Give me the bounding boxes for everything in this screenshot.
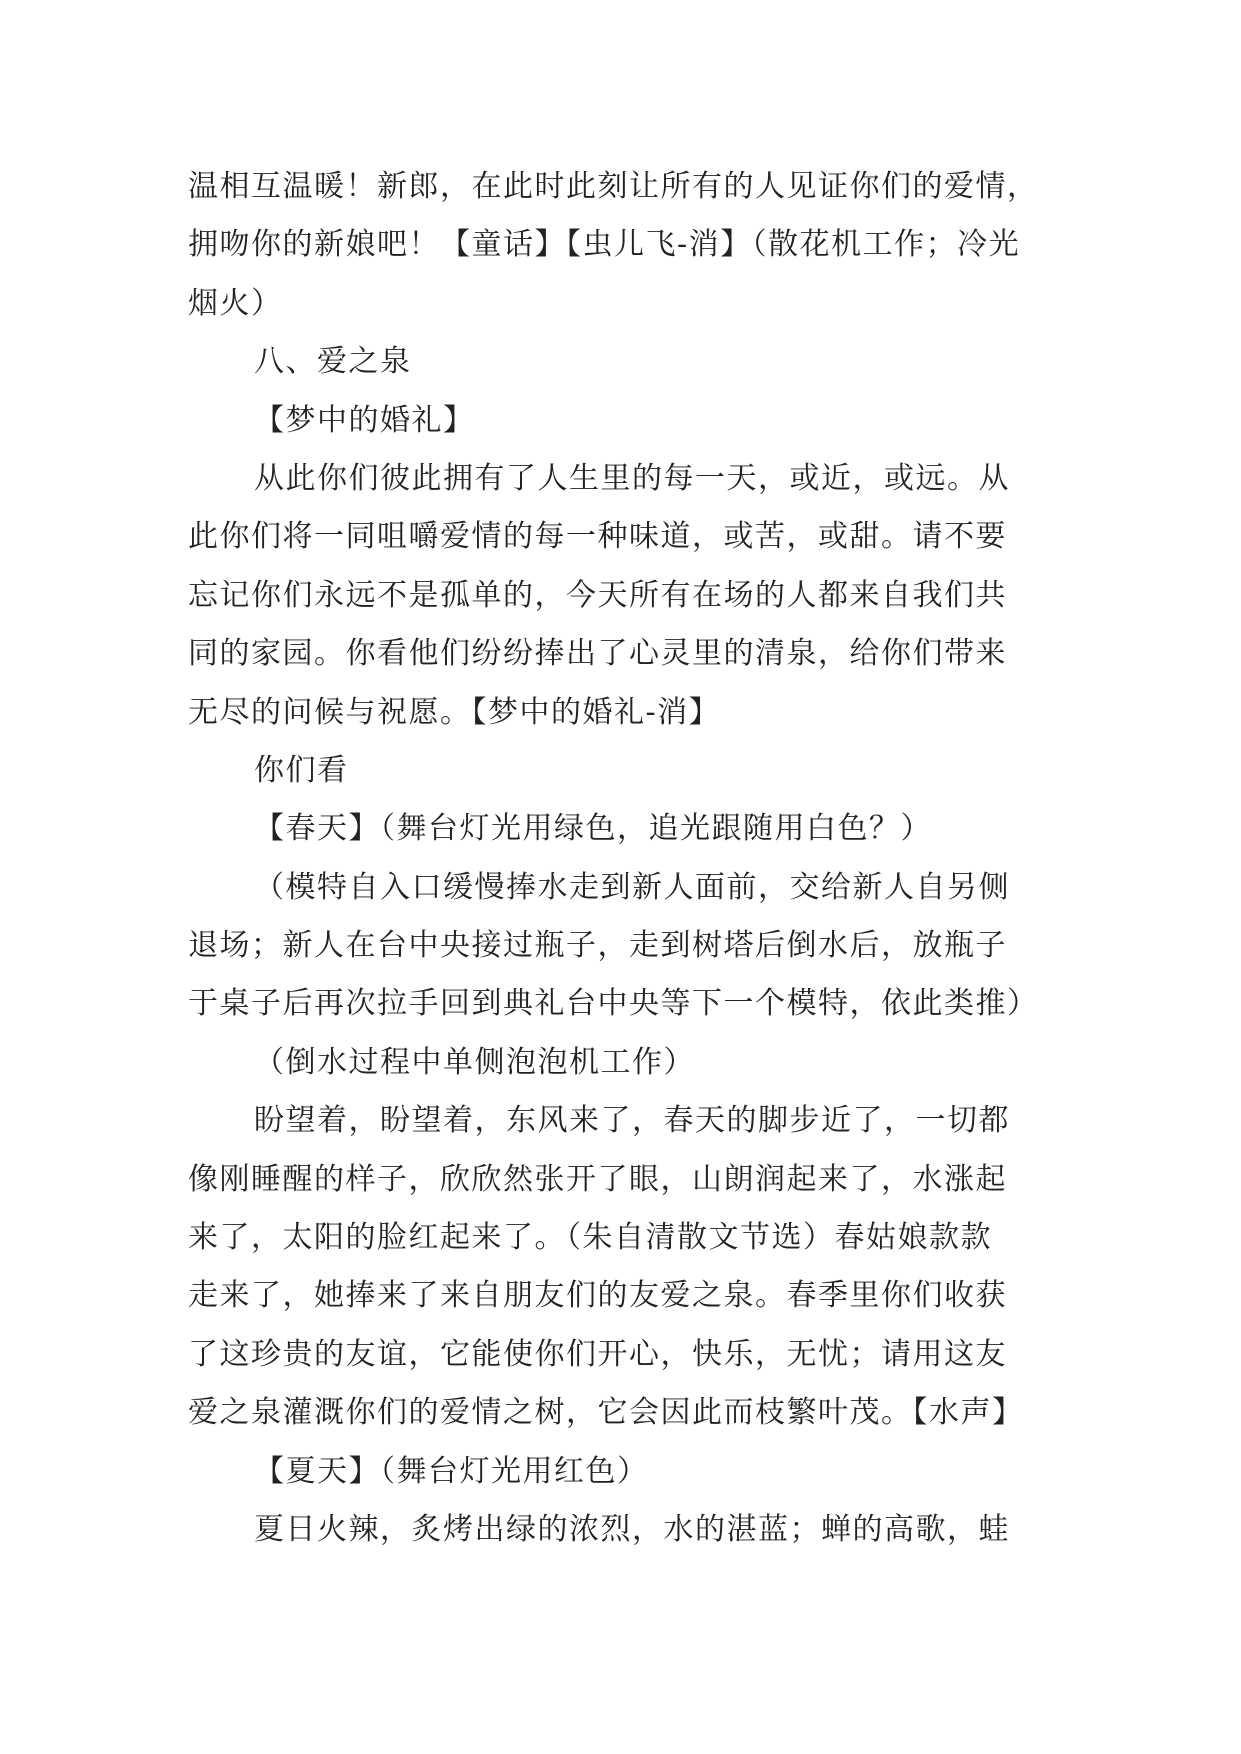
season-cue-summer: 【夏天】（舞台灯光用红色） [254,1453,649,1489]
text-line: 烟火） [188,285,283,321]
document-body [188,158,1088,1559]
text-line: 此你们将一同咀嚼爱情的每一种味道，或苦，或甜。请不要 [188,519,1007,555]
text-line: 像刚睡醒的样子，欣欣然张开了眼，山朗润起来了，水涨起 [188,1161,1007,1197]
stage-direction: （倒水过程中单侧泡泡机工作） [254,1044,695,1080]
stage-direction: 于桌子后再次拉手回到典礼台中央等下一个模特，依此类推） [188,986,1039,1022]
text-line: 拥吻你的新娘吧！【童话】【虫儿飞-消】（散花机工作；冷光 [188,227,1021,263]
text-line: 从此你们彼此拥有了人生里的每一天，或近，或远。从 [254,460,1010,496]
text-line: 你们看 [254,752,349,788]
stage-direction: 退场；新人在台中央接过瓶子，走到树塔后倒水后，放瓶子 [188,928,1007,964]
text-line: 盼望着，盼望着，东风来了，春天的脚步近了，一切都 [254,1103,1010,1139]
stage-direction: （模特自入口缓慢捧水走到新人面前，交给新人自另侧 [254,869,1010,905]
text-line: 了这珍贵的友谊，它能使你们开心，快乐，无忧；请用这友 [188,1336,1007,1372]
text-line: 走来了，她捧来了来自朋友们的友爱之泉。春季里你们收获 [188,1278,1007,1314]
text-line: 夏日火辣，炙烤出绿的浓烈，水的湛蓝；蝉的高歌，蛙 [254,1511,1010,1547]
season-cue-spring: 【春天】（舞台灯光用绿色，追光跟随用白色？） [254,811,932,847]
text-line: 来了，太阳的脸红起来了。（朱自清散文节选）春姑娘款款 [188,1220,992,1256]
text-line: 忘记你们永远不是孤单的，今天所有在场的人都来自我们共 [188,577,1007,613]
text-line: 无尽的问候与祝愿。【梦中的婚礼-消】 [188,694,721,730]
section-heading: 八、爱之泉 [254,344,412,380]
music-cue: 【梦中的婚礼】 [254,402,475,438]
text-line: 同的家园。你看他们纷纷捧出了心灵里的清泉，给你们带来 [188,636,1007,672]
text-line: 温相互温暖！新郎，在此时此刻让所有的人见证你们的爱情， [188,169,1039,204]
text-line: 爱之泉灌溉你们的爱情之树，它会因此而枝繁叶茂。【水声】 [188,1395,1024,1431]
